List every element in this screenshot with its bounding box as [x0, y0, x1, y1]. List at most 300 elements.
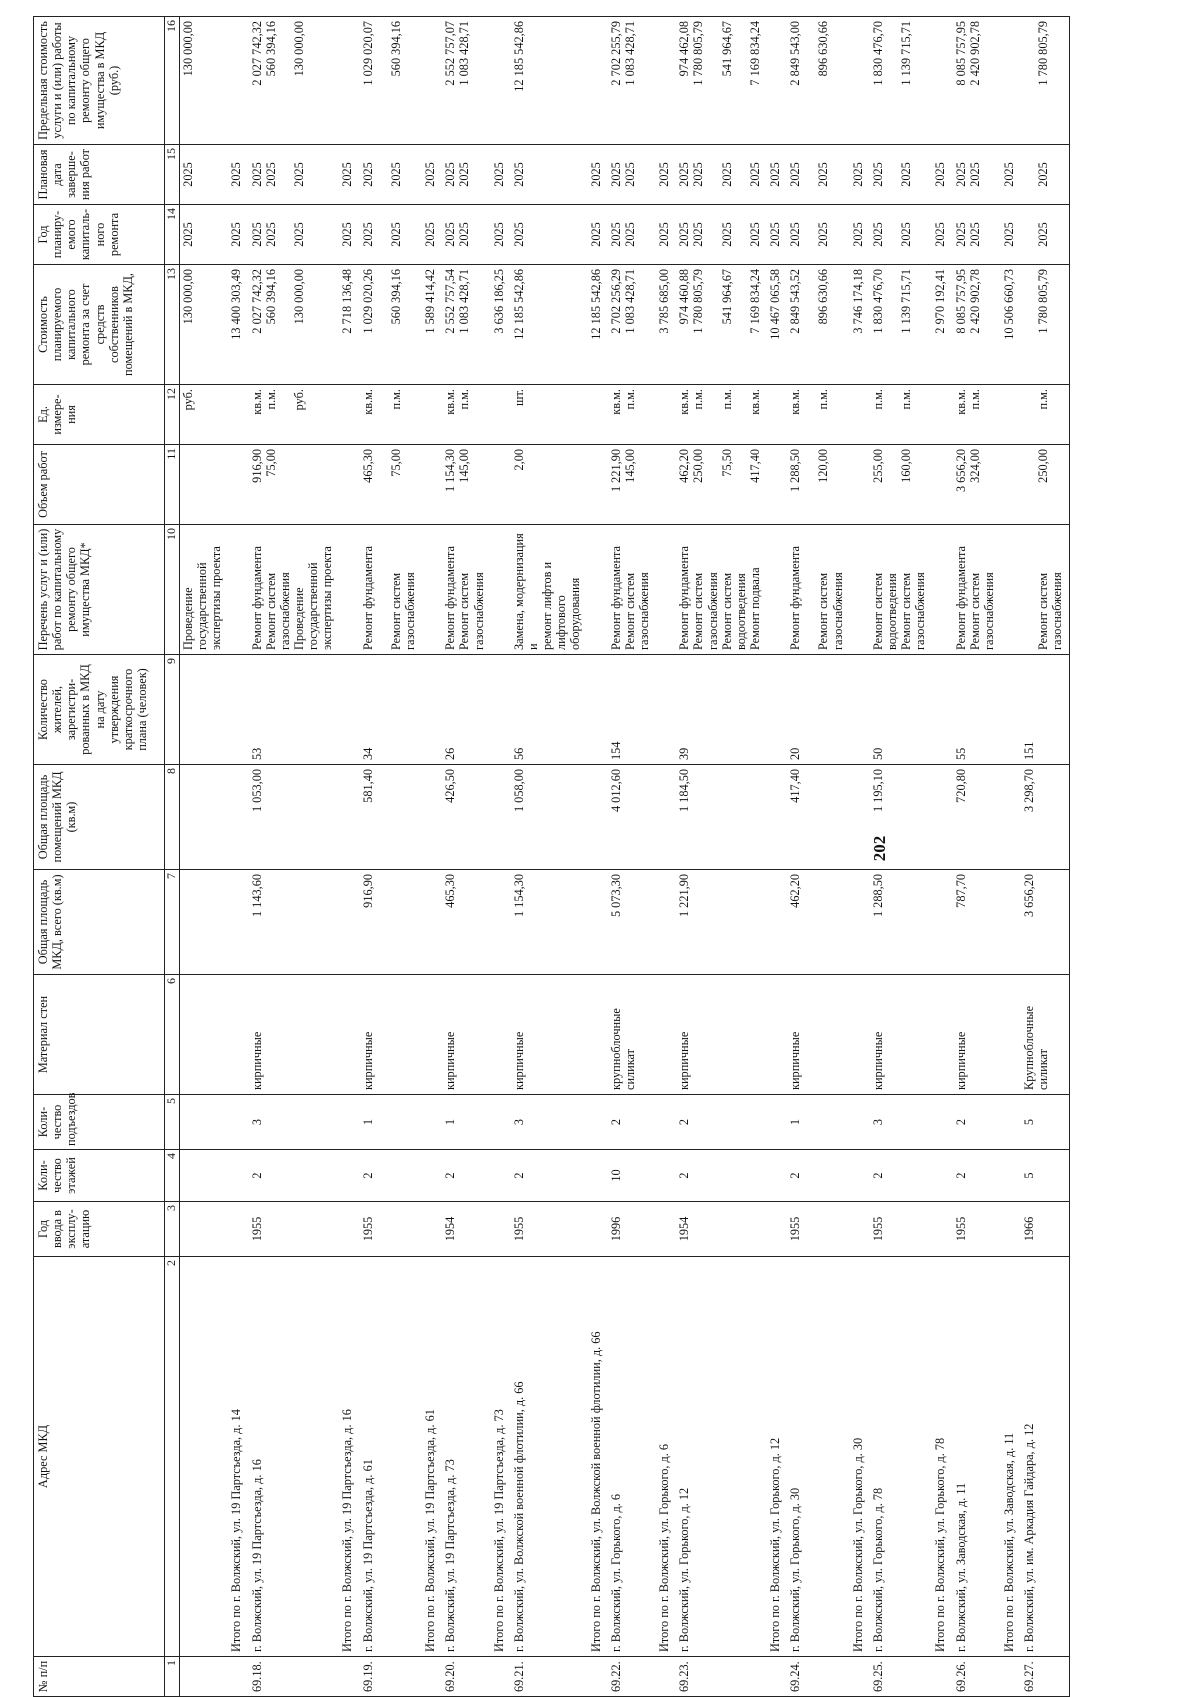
cell-col-8 — [656, 765, 672, 870]
cell-col-8 — [676, 765, 763, 870]
cell-line: 2025 — [768, 222, 783, 247]
cell-line — [706, 269, 720, 380]
cell-col-3 — [953, 1202, 997, 1257]
cell-line: 2025 — [249, 222, 264, 247]
spacer-cell — [1066, 205, 1070, 265]
cell-line: 2025 — [443, 222, 458, 247]
cell-text: 3 — [870, 1118, 885, 1126]
cell-col-3 — [360, 1202, 419, 1257]
cell-line: экспертизы проекта — [320, 546, 335, 650]
column-header: Год планиру-емого капиталь-ного ремонта — [34, 205, 165, 265]
cell-text: 55 — [953, 747, 968, 760]
cell-text: Итого по г. Волжский, ул. 19 Партсъезда, д. 61 — [423, 1409, 438, 1652]
cell-text: 4 012,60 — [608, 769, 623, 813]
cell-line: 2025 — [457, 162, 472, 187]
cell-line: 2025 — [719, 162, 734, 187]
cell-line: 2025 — [1002, 162, 1017, 187]
cell-col-14 — [787, 205, 846, 265]
cell-line: кв.м. — [608, 389, 623, 415]
cell-col-14 — [1001, 205, 1017, 265]
cell-line — [802, 449, 816, 520]
cell-col-16 — [1001, 17, 1017, 145]
cell-col-9 — [588, 655, 604, 765]
cell-line: газоснабжения — [830, 572, 845, 650]
column-number: 11 — [165, 445, 180, 525]
cell-col-4 — [180, 1150, 225, 1202]
cell-line: Ремонт систем — [691, 572, 706, 650]
cell-text: 2 — [443, 1172, 458, 1179]
cell-col-8 — [228, 765, 244, 870]
subtotal-row — [656, 17, 672, 1697]
cell-col-5 — [1021, 1095, 1065, 1150]
cell-col-14 — [608, 205, 652, 265]
cell-line: 1 083 428,71 — [457, 21, 472, 86]
cell-col-15 — [870, 145, 929, 205]
cell-col-5 — [339, 1095, 355, 1150]
cell-line: Ремонт фундамента — [953, 545, 968, 650]
cell-col-2 — [656, 1257, 672, 1657]
cell-line: 1 830 476,70 — [870, 21, 885, 86]
cell-col-14 — [850, 205, 866, 265]
cell-col-13 — [588, 265, 604, 385]
cell-col-13 — [511, 265, 584, 385]
cell-col-11 — [442, 445, 486, 525]
cell-line — [278, 21, 292, 140]
cell-line: 1 139 715,71 — [899, 21, 914, 86]
cell-text: Итого по г. Волжский, ул. Горького, д. 12 — [768, 1437, 783, 1652]
cell-line: 2025 — [622, 162, 637, 187]
cell-col-1 — [1021, 1657, 1065, 1697]
cell-col-3 — [180, 1202, 225, 1257]
cell-col-11 — [249, 445, 336, 525]
cell-col-9 — [953, 655, 997, 765]
cell-col-10 — [1021, 525, 1065, 655]
cell-col-3 — [1001, 1202, 1017, 1257]
cell-col-9 — [850, 655, 866, 765]
cell-col-1 — [228, 1657, 244, 1697]
cell-col-15 — [442, 145, 486, 205]
cell-line: газоснабжения — [402, 572, 417, 650]
cell-text: 1955 — [870, 1216, 885, 1242]
cell-text: 465,30 — [443, 874, 458, 908]
cell-line: 10 506 660,73 — [1002, 269, 1017, 340]
cell-col-14 — [228, 205, 244, 265]
cell-col-10 — [511, 525, 584, 655]
row-spacer — [1066, 17, 1070, 1697]
cell-line: 2025 — [443, 162, 458, 187]
cell-col-2 — [953, 1257, 997, 1657]
cell-col-12 — [249, 385, 336, 445]
spacer-cell — [1066, 1095, 1070, 1150]
cell-col-11 — [360, 445, 419, 525]
cell-col-5 — [676, 1095, 763, 1150]
cell-col-14 — [249, 205, 336, 265]
cell-col-3 — [249, 1202, 336, 1257]
cell-text: 581,40 — [360, 769, 375, 803]
column-header: Ед. измере-ния — [34, 385, 165, 445]
cell-line: 2025 — [788, 222, 803, 247]
cell-line — [706, 149, 720, 200]
table-row — [249, 17, 336, 1697]
cell-col-15 — [676, 145, 763, 205]
cell-line — [734, 269, 748, 380]
cell-line: 896 630,66 — [816, 21, 831, 77]
cell-line: 2025 — [229, 222, 244, 247]
cell-line — [734, 209, 748, 260]
cell-line: 160,00 — [899, 449, 914, 483]
column-number: 5 — [165, 1095, 180, 1150]
cell-col-16 — [870, 17, 929, 145]
cell-text: 39 — [677, 747, 692, 760]
cell-line: 8 085 757,95 — [953, 21, 968, 86]
cell-line — [706, 449, 720, 520]
cell-col-10 — [787, 525, 846, 655]
cell-col-2 — [850, 1257, 866, 1657]
cell-col-6 — [249, 975, 336, 1095]
cell-col-16 — [249, 17, 336, 145]
cell-col-3 — [339, 1202, 355, 1257]
cell-line: кв.м. — [443, 389, 458, 415]
cell-col-6 — [511, 975, 584, 1095]
cell-col-11 — [676, 445, 763, 525]
cell-col-6 — [442, 975, 486, 1095]
cell-col-15 — [1021, 145, 1065, 205]
cell-line: 2025 — [263, 162, 278, 187]
cell-col-16 — [588, 17, 604, 145]
cell-col-12 — [608, 385, 652, 445]
cell-col-7 — [850, 870, 866, 975]
cell-text: Крупноблочные силикат — [1022, 1005, 1051, 1090]
column-header: Адрес МКД — [34, 1257, 165, 1657]
cell-line — [278, 149, 292, 200]
cell-text: 417,40 — [788, 769, 803, 803]
cell-col-4 — [870, 1150, 929, 1202]
cell-line: экспертизы проекта — [209, 546, 224, 650]
cell-text: 1 058,00 — [511, 769, 526, 813]
cell-line: п.м. — [967, 389, 982, 410]
cell-text: 5 073,30 — [608, 874, 623, 918]
cell-col-15 — [608, 145, 652, 205]
header-row — [34, 17, 165, 1697]
cell-col-7 — [491, 870, 507, 975]
cell-text: 1955 — [249, 1216, 264, 1242]
cell-line: 2 718 136,48 — [340, 269, 355, 334]
cell-col-15 — [180, 145, 225, 205]
cell-col-9 — [1001, 655, 1017, 765]
cell-col-1 — [870, 1657, 929, 1697]
cell-line — [1022, 149, 1036, 200]
cell-text: Итого по г. Волжский, ул. Горького, д. 6 — [657, 1443, 672, 1652]
cell-col-12 — [656, 385, 672, 445]
cell-col-12 — [360, 385, 419, 445]
cell-line: 2025 — [816, 162, 831, 187]
cell-line — [802, 209, 816, 260]
cell-line: 2 552 757,07 — [443, 21, 458, 86]
cell-line: 2 702 256,29 — [608, 269, 623, 334]
table-row — [1021, 17, 1065, 1697]
cell-col-6 — [180, 975, 225, 1095]
cell-text: 1955 — [511, 1216, 526, 1242]
cell-col-7 — [932, 870, 948, 975]
cell-line: газоснабжения — [277, 572, 292, 650]
cell-col-12 — [422, 385, 438, 445]
cell-col-13 — [932, 265, 948, 385]
table-row — [870, 17, 929, 1697]
cell-text: г. Волжский, ул. 19 Партсъезда, д. 16 — [249, 1459, 264, 1652]
cell-col-7 — [1021, 870, 1065, 975]
cell-col-16 — [767, 17, 783, 145]
subtotal-row — [228, 17, 244, 1697]
cell-col-9 — [228, 655, 244, 765]
cell-col-12 — [787, 385, 846, 445]
column-header: Год ввода в эксплу-атацию — [34, 1202, 165, 1257]
cell-col-7 — [870, 870, 929, 975]
cell-col-14 — [422, 205, 438, 265]
cell-col-8 — [249, 765, 336, 870]
cell-col-10 — [442, 525, 486, 655]
cell-col-1 — [767, 1657, 783, 1697]
column-header: Общая площадь МКД, всего (кв.м) — [34, 870, 165, 975]
cell-col-4 — [850, 1150, 866, 1202]
cell-text: г. Волжский, ул. 19 Партсъезда, д. 61 — [360, 1459, 375, 1652]
cell-line: 2025 — [691, 222, 706, 247]
column-header: Перечень услуг и (или) работ по капитальному ремонту общего имущества МКД* — [34, 525, 165, 655]
cell-text: 69.23. — [677, 1661, 692, 1692]
cell-col-7 — [1001, 870, 1017, 975]
cell-line: 1 780 805,79 — [691, 21, 706, 86]
cell-line — [375, 209, 389, 260]
cell-line: Ремонт систем — [719, 572, 734, 650]
column-header: № п/п — [34, 1657, 165, 1697]
cell-line: Ремонт фундамента — [360, 545, 375, 650]
cell-col-4 — [953, 1150, 997, 1202]
cell-line: п.м. — [870, 389, 885, 410]
cell-col-8 — [870, 765, 929, 870]
column-number: 4 — [165, 1150, 180, 1202]
cell-text: 1 221,90 — [677, 874, 692, 918]
cell-text: кирпичные — [870, 1031, 885, 1090]
cell-text: 34 — [360, 747, 375, 760]
cell-text: 1 184,50 — [677, 769, 692, 813]
cell-col-8 — [767, 765, 783, 870]
cell-col-1 — [1001, 1657, 1017, 1697]
cell-line — [802, 389, 816, 440]
cell-line: 974 460,88 — [677, 269, 692, 325]
cell-col-5 — [491, 1095, 507, 1150]
column-number: 2 — [165, 1257, 180, 1657]
cell-col-2 — [676, 1257, 763, 1657]
cell-col-13 — [767, 265, 783, 385]
cell-col-5 — [442, 1095, 486, 1150]
cell-col-14 — [932, 205, 948, 265]
cell-line: 2 702 255,79 — [608, 21, 623, 86]
cell-text: 50 — [870, 747, 885, 760]
cell-col-4 — [422, 1150, 438, 1202]
cell-col-16 — [180, 17, 225, 145]
cell-line — [278, 389, 292, 440]
spacer-cell — [1066, 525, 1070, 655]
cell-col-7 — [787, 870, 846, 975]
cell-col-3 — [870, 1202, 929, 1257]
cell-col-5 — [850, 1095, 866, 1150]
cell-col-13 — [1001, 265, 1017, 385]
cell-col-6 — [1021, 975, 1065, 1095]
cell-line: 2025 — [933, 162, 948, 187]
cell-col-3 — [676, 1202, 763, 1257]
cell-col-1 — [249, 1657, 336, 1697]
cell-text: Итого по г. Волжский, ул. Горького, д. 30 — [850, 1437, 865, 1652]
cell-col-15 — [422, 145, 438, 205]
cell-text: 69.27. — [1022, 1661, 1037, 1692]
cell-col-9 — [787, 655, 846, 765]
cell-line: 1 830 476,70 — [870, 269, 885, 334]
cell-col-5 — [249, 1095, 336, 1150]
cell-text: 3 — [511, 1118, 526, 1126]
cell-line: 2025 — [1002, 222, 1017, 247]
cell-col-11 — [870, 445, 929, 525]
cell-col-8 — [442, 765, 486, 870]
cell-line: 2025 — [622, 222, 637, 247]
cell-text: 2 — [608, 1118, 623, 1126]
cell-line: 560 394,16 — [388, 21, 403, 77]
cell-col-16 — [656, 17, 672, 145]
cell-line: Ремонт систем — [870, 572, 885, 650]
cell-line: 8 085 757,95 — [953, 269, 968, 334]
cell-col-13 — [249, 265, 336, 385]
cell-col-8 — [608, 765, 652, 870]
cell-line: 1 780 805,79 — [1036, 269, 1051, 334]
cell-col-5 — [953, 1095, 997, 1150]
cell-line — [734, 21, 748, 140]
cell-line: Ремонт фундамента — [249, 545, 264, 650]
cell-col-9 — [932, 655, 948, 765]
cell-line: кв.м. — [360, 389, 375, 415]
column-number: 15 — [165, 145, 180, 205]
cell-col-13 — [1021, 265, 1065, 385]
cell-col-4 — [511, 1150, 584, 1202]
cell-text: Итого по г. Волжский, ул. Заводская, д. 11 — [1002, 1432, 1017, 1652]
cell-text: 69.22. — [608, 1661, 623, 1692]
cell-line: 2025 — [511, 222, 526, 247]
cell-col-6 — [870, 975, 929, 1095]
cell-col-8 — [1021, 765, 1065, 870]
cell-col-12 — [491, 385, 507, 445]
cell-line: 1 029 020,07 — [360, 21, 375, 86]
cell-col-10 — [588, 525, 604, 655]
cell-col-2 — [511, 1257, 584, 1657]
cell-col-13 — [422, 265, 438, 385]
cell-col-15 — [656, 145, 672, 205]
cell-text: Итого по г. Волжский, ул. 19 Партсъезда, д. 73 — [491, 1409, 506, 1652]
cell-col-12 — [932, 385, 948, 445]
cell-col-5 — [1001, 1095, 1017, 1150]
cell-line: Ремонт фундамента — [677, 545, 692, 650]
cell-col-6 — [932, 975, 948, 1095]
cell-col-7 — [228, 870, 244, 975]
cell-line: Ремонт систем — [457, 572, 472, 650]
cell-col-9 — [676, 655, 763, 765]
column-number: 16 — [165, 17, 180, 145]
cell-col-15 — [249, 145, 336, 205]
cell-col-2 — [588, 1257, 604, 1657]
cell-col-3 — [491, 1202, 507, 1257]
cell-line: 2025 — [657, 162, 672, 187]
cell-col-14 — [1021, 205, 1065, 265]
cell-col-12 — [511, 385, 584, 445]
cell-line: 2 552 757,54 — [443, 269, 458, 334]
cell-line: 2025 — [870, 222, 885, 247]
cell-text: 1 154,30 — [511, 874, 526, 918]
cell-line: 2025 — [588, 162, 603, 187]
cell-text: кирпичные — [360, 1031, 375, 1090]
cell-col-10 — [850, 525, 866, 655]
cell-line — [375, 149, 389, 200]
cell-col-3 — [511, 1202, 584, 1257]
cell-col-4 — [1021, 1150, 1065, 1202]
cell-col-1 — [588, 1657, 604, 1697]
cell-col-3 — [608, 1202, 652, 1257]
cell-line: п.м. — [899, 389, 914, 410]
cell-line: 2025 — [340, 222, 355, 247]
cell-col-10 — [360, 525, 419, 655]
cell-text: 1966 — [1022, 1216, 1037, 1242]
cell-line: кв.м. — [788, 389, 803, 415]
cell-line: 2025 — [360, 222, 375, 247]
cell-line: 250,00 — [691, 449, 706, 483]
cell-line: руб. — [181, 389, 195, 411]
cell-col-13 — [850, 265, 866, 385]
cell-line: водоотведения — [733, 573, 748, 650]
cell-line: п.м. — [816, 389, 831, 410]
cell-line: 417,40 — [747, 449, 762, 483]
cell-col-12 — [180, 385, 225, 445]
cell-col-8 — [932, 765, 948, 870]
cell-col-4 — [491, 1150, 507, 1202]
cell-line: 2025 — [967, 162, 982, 187]
cell-line: 2 027 742,32 — [249, 269, 264, 334]
cell-col-6 — [1001, 975, 1017, 1095]
cell-col-7 — [360, 870, 419, 975]
cell-col-12 — [442, 385, 486, 445]
cell-text: кирпичные — [953, 1031, 968, 1090]
cell-line: Ремонт систем — [899, 572, 914, 650]
column-number: 3 — [165, 1202, 180, 1257]
cell-line: 2,00 — [511, 449, 526, 471]
cell-col-8 — [787, 765, 846, 870]
cell-col-11 — [1001, 445, 1017, 525]
column-number: 14 — [165, 205, 180, 265]
cell-text: Итого по г. Волжский, ул. Горького, д. 78 — [933, 1437, 948, 1652]
cell-col-15 — [491, 145, 507, 205]
cell-col-10 — [491, 525, 507, 655]
cell-col-14 — [339, 205, 355, 265]
cell-line: 7 169 834,24 — [747, 269, 762, 334]
cell-col-10 — [953, 525, 997, 655]
cell-col-11 — [422, 445, 438, 525]
cell-col-16 — [608, 17, 652, 145]
cell-col-7 — [339, 870, 355, 975]
cell-col-15 — [1001, 145, 1017, 205]
cell-col-2 — [339, 1257, 355, 1657]
cell-text: 69.26. — [953, 1661, 968, 1692]
cell-col-5 — [511, 1095, 584, 1150]
cell-text: 56 — [511, 747, 526, 760]
cell-col-6 — [339, 975, 355, 1095]
column-number: 6 — [165, 975, 180, 1095]
cell-text: 69.21. — [511, 1661, 526, 1692]
cell-col-10 — [339, 525, 355, 655]
cell-line: п.м. — [691, 389, 706, 410]
